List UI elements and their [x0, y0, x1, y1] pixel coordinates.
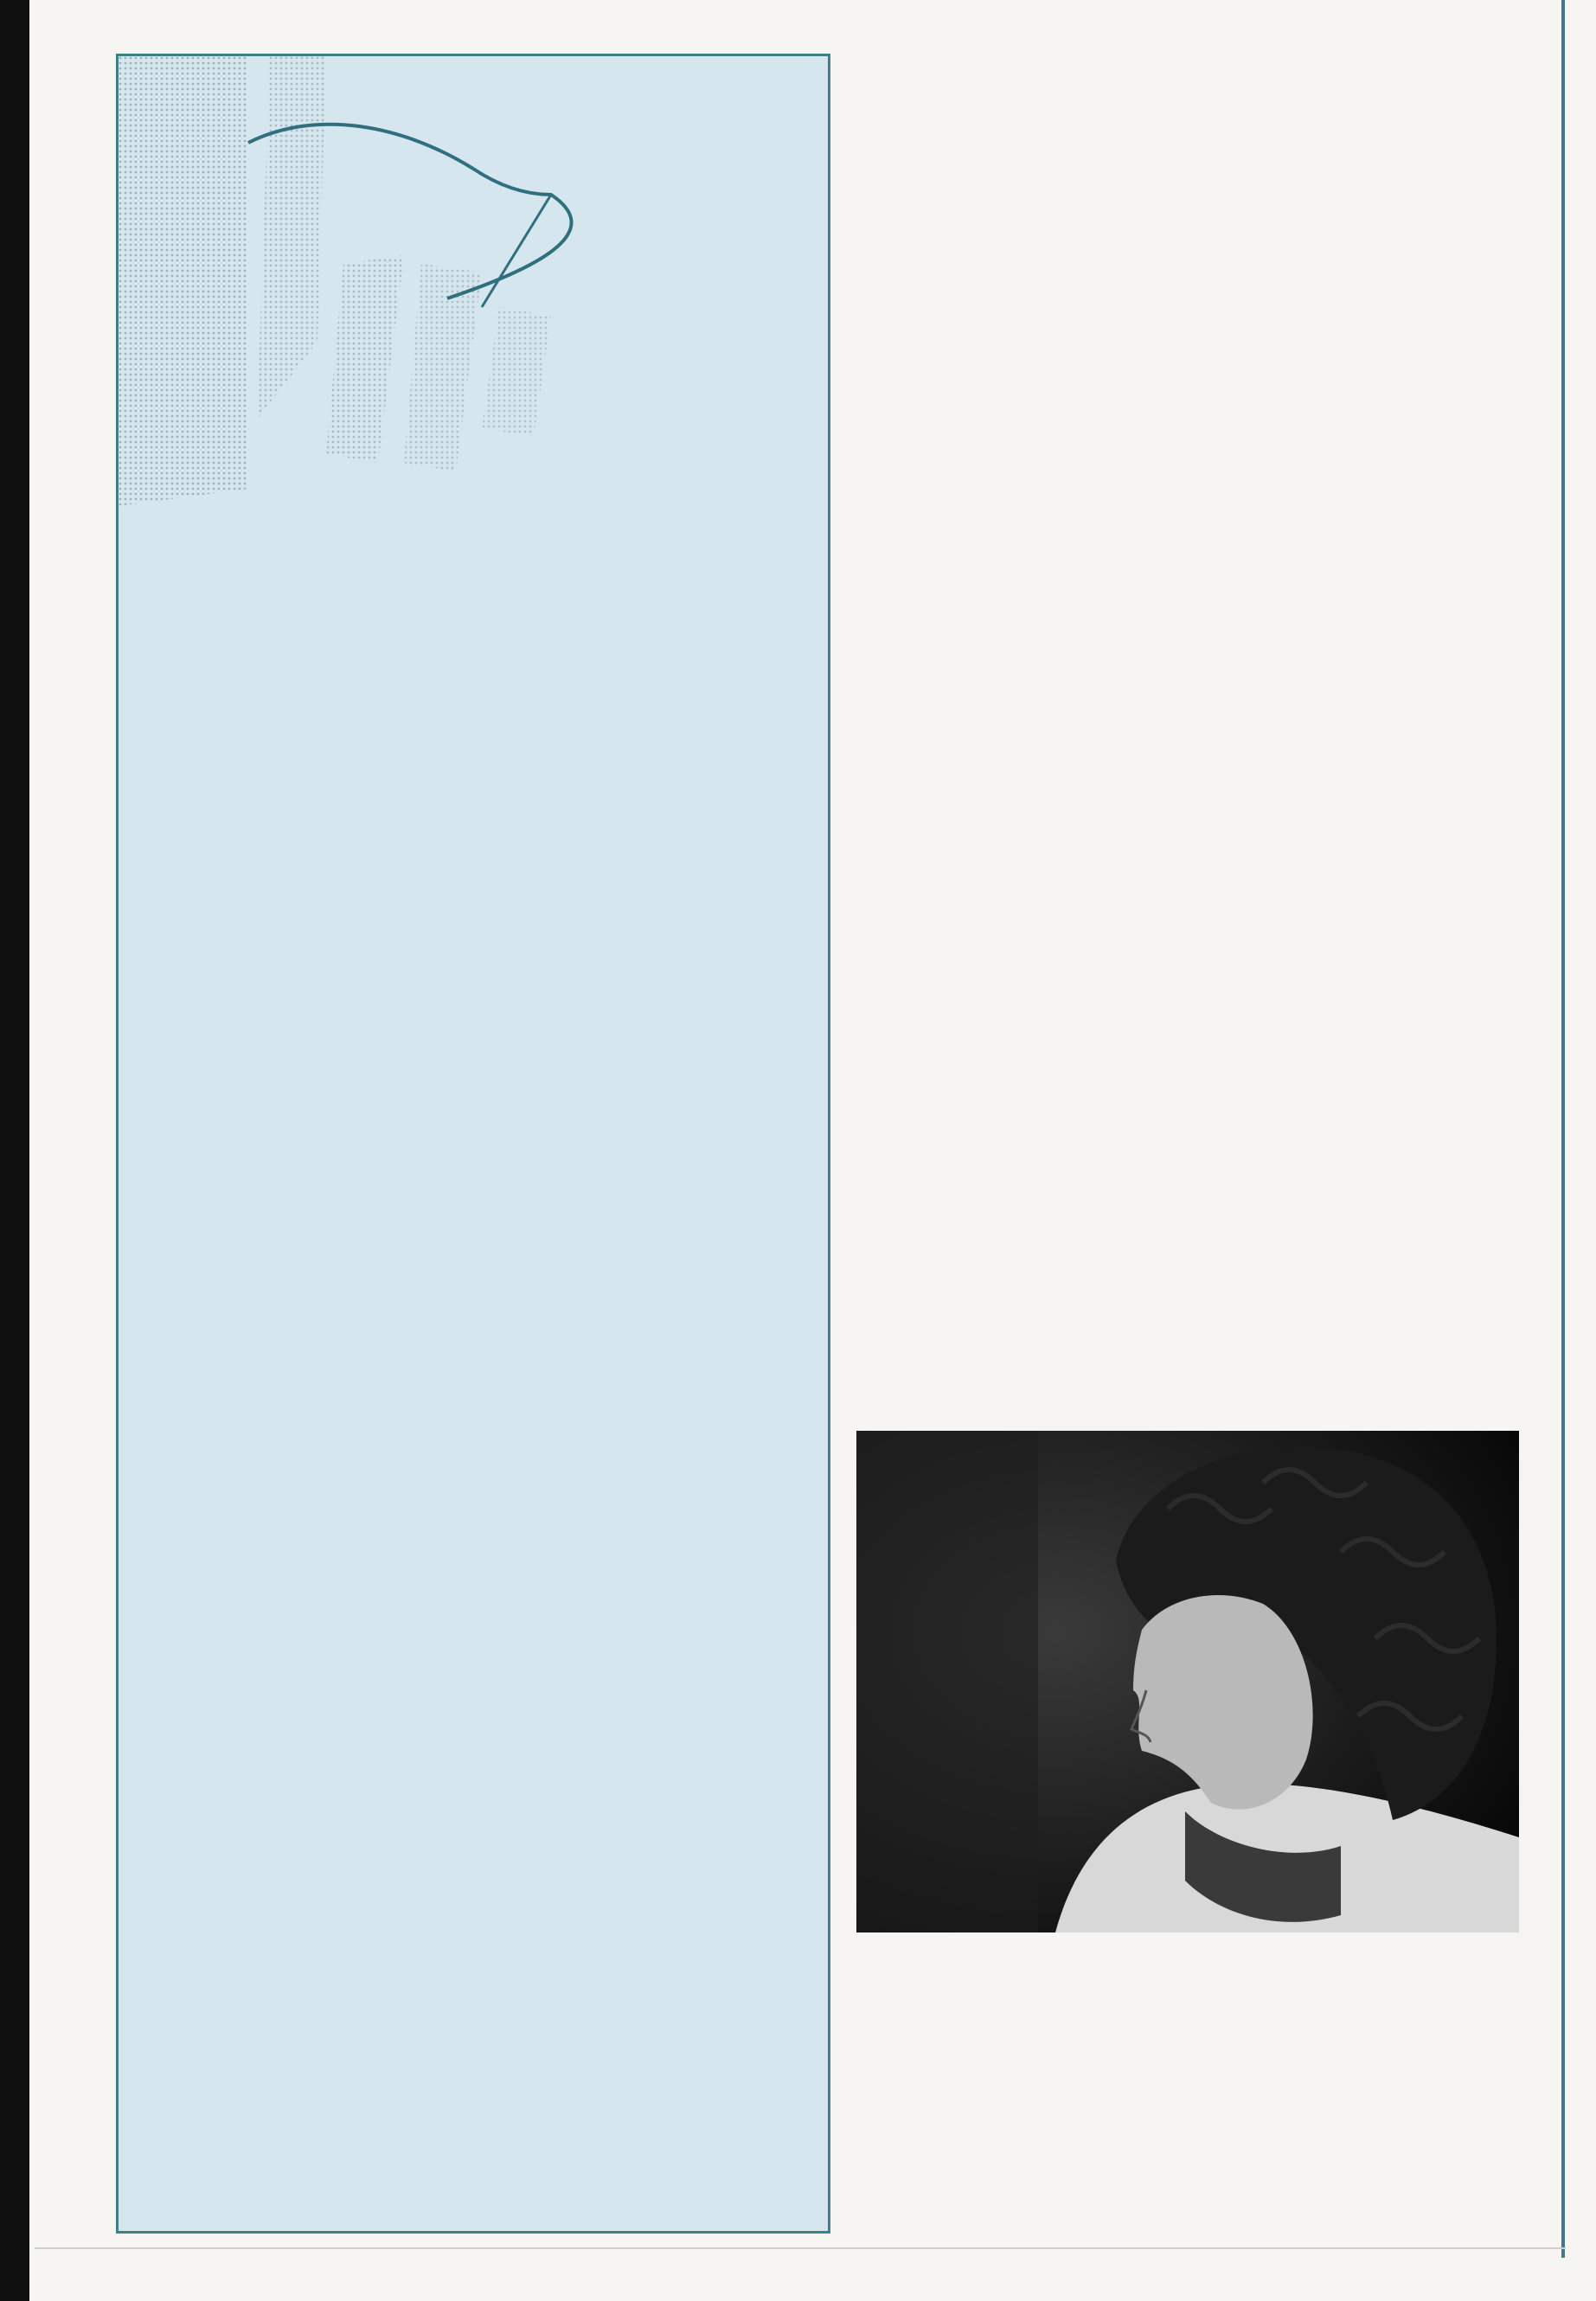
portrait-photo [856, 1431, 1519, 1932]
right-margin-rule [1561, 0, 1565, 2258]
sidebar-content [144, 494, 828, 510]
portrait-image [856, 1431, 1519, 1932]
bottom-rule [35, 2247, 1566, 2249]
bible-reading-sidebar [116, 54, 830, 2234]
scan-edge-left [0, 0, 29, 2301]
masthead-illustration [119, 56, 638, 506]
masthead-graphic [119, 56, 638, 506]
